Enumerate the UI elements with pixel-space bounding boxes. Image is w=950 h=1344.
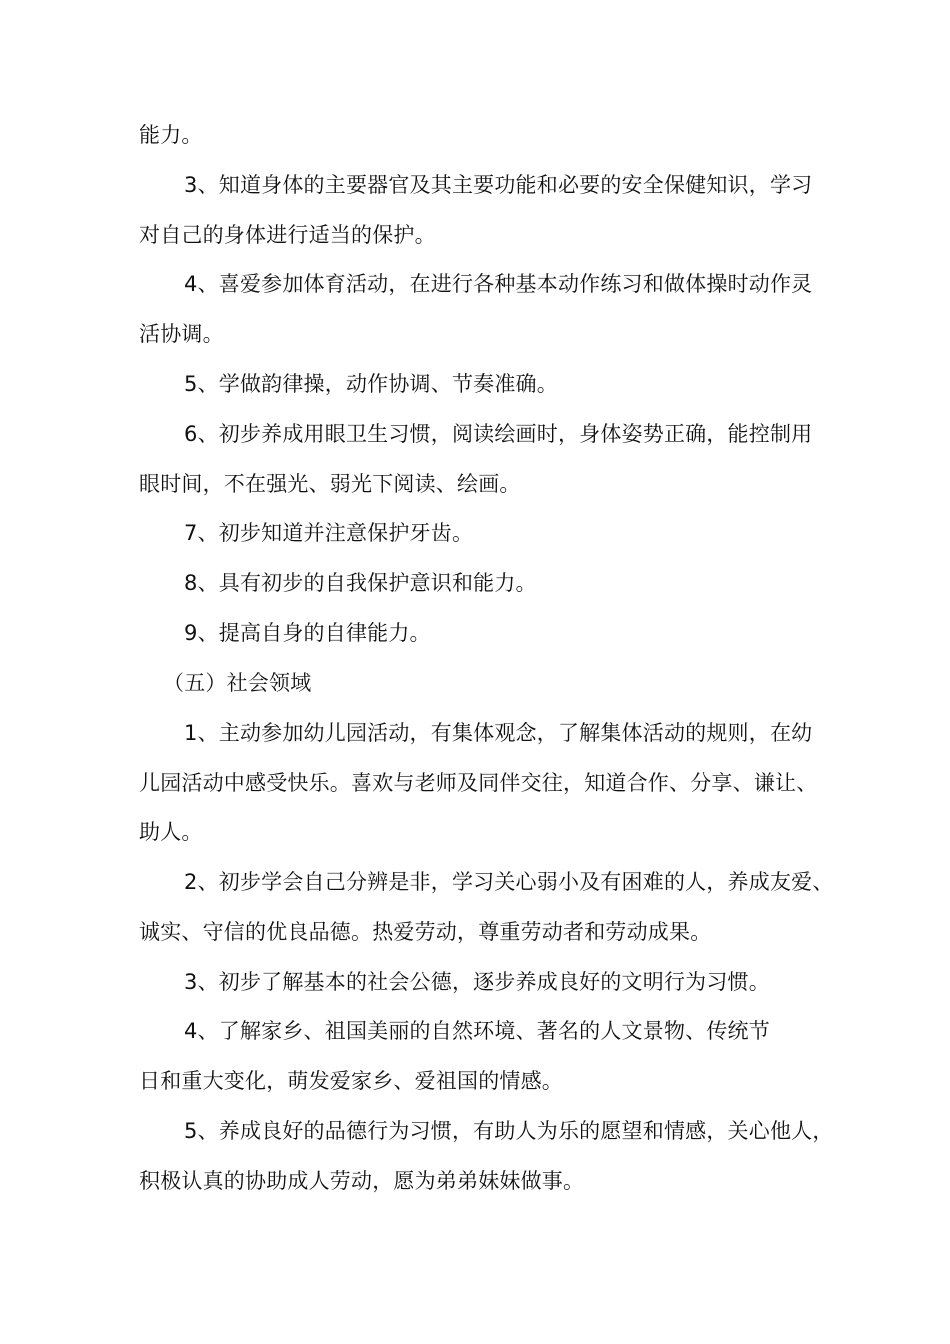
text-line: 6、初步养成用眼卫生习惯，阅读绘画时，身体姿势正确，能控制用 xyxy=(184,422,813,446)
text-line: 诚实、守信的优良品德。热爱劳动，尊重劳动者和劳动成果。 xyxy=(139,920,712,944)
text-line: 8、具有初步的自我保护意识和能力。 xyxy=(184,571,537,595)
text-line: 积极认真的协助成人劳动，愿为弟弟妹妹做事。 xyxy=(139,1169,585,1193)
text-line: 助人。 xyxy=(139,820,203,844)
section-heading: （五）社会领域 xyxy=(163,671,312,695)
text-line: 对自己的身体进行适当的保护。 xyxy=(139,223,436,247)
text-line: 4、了解家乡、祖国美丽的自然环境、著名的人文景物、传统节 xyxy=(184,1019,770,1043)
text-line: 日和重大变化，萌发爱家乡、爱祖国的情感。 xyxy=(139,1069,563,1093)
text-line: 1、主动参加幼儿园活动，有集体观念，了解集体活动的规则，在幼 xyxy=(184,721,813,745)
text-line: 3、知道身体的主要器官及其主要功能和必要的安全保健知识，学习 xyxy=(184,173,813,197)
text-line: 眼时间，不在强光、弱光下阅读、绘画。 xyxy=(139,472,521,496)
text-line: 9、提高自身的自律能力。 xyxy=(184,621,431,645)
text-line: 5、学做韵律操，动作协调、节奏准确。 xyxy=(184,372,558,396)
text-line: 7、初步知道并注意保护牙齿。 xyxy=(184,521,474,545)
text-line: 3、初步了解基本的社会公德，逐步养成良好的文明行为习惯。 xyxy=(184,970,770,994)
text-line: 活协调。 xyxy=(139,322,224,346)
text-line: 4、喜爱参加体育活动，在进行各种基本动作练习和做体操时动作灵 xyxy=(184,272,813,296)
text-line: 2、初步学会自己分辨是非，学习关心弱小及有困难的人，养成友爱、 xyxy=(184,870,834,894)
text-line: 能力。 xyxy=(139,123,203,147)
text-line: 儿园活动中感受快乐。喜欢与老师及同伴交往，知道合作、分享、谦让、 xyxy=(139,771,818,795)
text-line: 5、养成良好的品德行为习惯，有助人为乐的愿望和情感，关心他人， xyxy=(184,1119,834,1143)
